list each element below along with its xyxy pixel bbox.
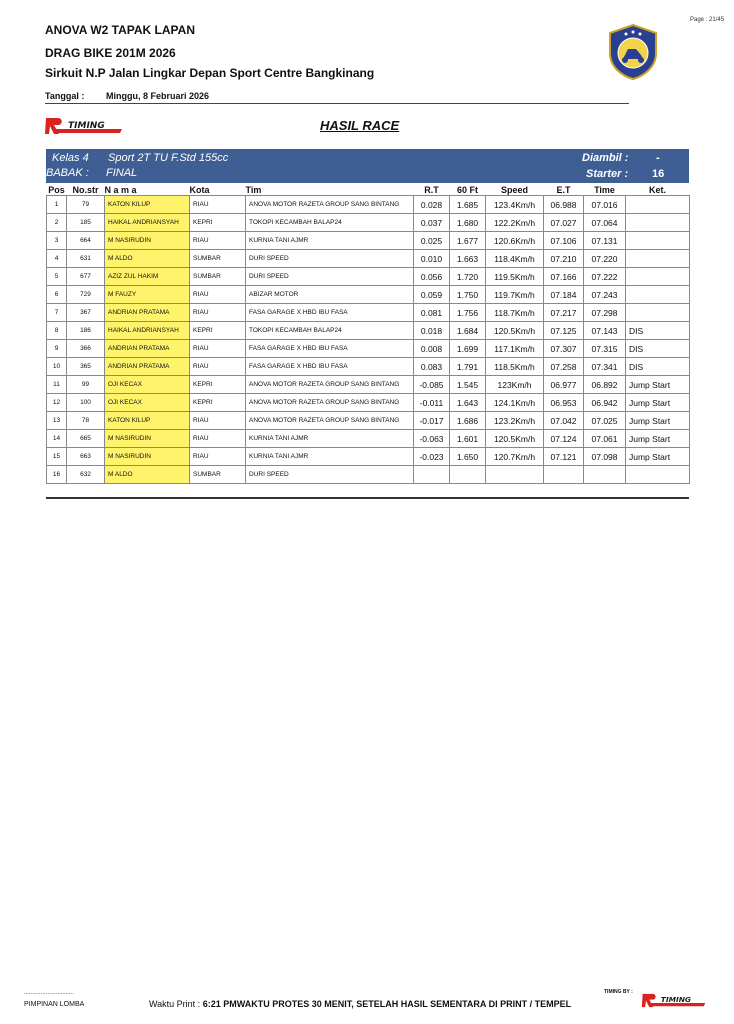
cell-rt: -0.017: [414, 412, 450, 430]
cell-et: [544, 466, 584, 484]
cell-speed: 123.4Km/h: [486, 196, 544, 214]
cell-tim: DURI SPEED: [246, 268, 414, 286]
table-row: [47, 358, 690, 376]
svg-text:TIMING: TIMING: [68, 121, 105, 131]
cell-60ft: 1.686: [450, 412, 486, 430]
cell-speed: 118.4Km/h: [486, 250, 544, 268]
cell-pos: 14: [47, 430, 67, 448]
cell-ket: DIS: [626, 322, 690, 340]
cell-nama: ANDRIAN PRATAMA: [105, 340, 190, 358]
cell-ket: [626, 304, 690, 322]
cell-et: 07.125: [544, 322, 584, 340]
cell-ket: Jump Start: [626, 430, 690, 448]
cell-60ft: 1.601: [450, 430, 486, 448]
cell-rt: 0.025: [414, 232, 450, 250]
cell-no: 664: [67, 232, 105, 250]
date-value: Minggu, 8 Februari 2026: [106, 91, 210, 101]
cell-kota: KEPRI: [190, 376, 246, 394]
cell-tim: TOKOPI KECAMBAH BALAP24: [246, 322, 414, 340]
cell-time: 07.220: [584, 250, 626, 268]
table-row: [47, 232, 690, 250]
cell-60ft: 1.643: [450, 394, 486, 412]
cell-no: 79: [67, 196, 105, 214]
cell-nama: OJI KECAX: [105, 376, 190, 394]
cell-kota: RIAU: [190, 196, 246, 214]
cell-tim: DURI SPEED: [246, 250, 414, 268]
page-number: Page : 21/45: [690, 17, 725, 23]
cell-time: 07.098: [584, 448, 626, 466]
table-header-row: [47, 184, 690, 196]
class-banner: [46, 149, 689, 183]
cell-tim: KURNIA TANI AJMR: [246, 232, 414, 250]
cell-kota: KEPRI: [190, 214, 246, 232]
footer-timing-logo-icon: [641, 992, 707, 1009]
cell-pos: 3: [47, 232, 67, 250]
cell-pos: 8: [47, 322, 67, 340]
class-name: Sport 2T TU F.Std 155cc: [108, 152, 229, 164]
print-info: [149, 999, 571, 1009]
cell-kota: RIAU: [190, 304, 246, 322]
cell-speed: 119.5Km/h: [486, 268, 544, 286]
cell-60ft: 1.791: [450, 358, 486, 376]
cell-60ft: 1.663: [450, 250, 486, 268]
cell-pos: 7: [47, 304, 67, 322]
cell-speed: 120.7Km/h: [486, 448, 544, 466]
cell-et: 06.988: [544, 196, 584, 214]
cell-time: 07.061: [584, 430, 626, 448]
table-row: [47, 448, 690, 466]
cell-rt: 0.018: [414, 322, 450, 340]
cell-rt: -0.023: [414, 448, 450, 466]
cell-et: 07.042: [544, 412, 584, 430]
report-title: HASIL RACE: [320, 118, 400, 133]
cell-time: 07.025: [584, 412, 626, 430]
cell-tim: KURNIA TANI AJMR: [246, 448, 414, 466]
cell-time: [584, 466, 626, 484]
cell-tim: FASA GARAGE X HBD IBU FASA: [246, 340, 414, 358]
table-row: [47, 250, 690, 268]
signature-line: ..............................: [24, 990, 75, 996]
cell-pos: 16: [47, 466, 67, 484]
cell-no: 365: [67, 358, 105, 376]
cell-speed: 120.6Km/h: [486, 232, 544, 250]
cell-time: 07.243: [584, 286, 626, 304]
cell-60ft: 1.720: [450, 268, 486, 286]
cell-kota: RIAU: [190, 412, 246, 430]
cell-time: 07.298: [584, 304, 626, 322]
cell-ket: DIS: [626, 358, 690, 376]
cell-60ft: 1.650: [450, 448, 486, 466]
cell-no: 78: [67, 412, 105, 430]
col-header-et: E.T: [556, 184, 571, 195]
cell-nama: AZIZ ZUL HAKIM: [105, 268, 190, 286]
cell-no: 99: [67, 376, 105, 394]
cell-no: 100: [67, 394, 105, 412]
cell-speed: 119.7Km/h: [486, 286, 544, 304]
table-row: [47, 214, 690, 232]
cell-rt: -0.085: [414, 376, 450, 394]
table-row: [47, 394, 690, 412]
cell-rt: 0.056: [414, 268, 450, 286]
cell-60ft: [450, 466, 486, 484]
cell-pos: 10: [47, 358, 67, 376]
col-header-nama: N a m a: [104, 184, 137, 195]
cell-nama: ANDRIAN PRATAMA: [105, 358, 190, 376]
cell-kota: RIAU: [190, 286, 246, 304]
header-divider: [45, 103, 629, 104]
cell-speed: 118.5Km/h: [486, 358, 544, 376]
cell-time: 06.892: [584, 376, 626, 394]
kelas-label: Kelas 4: [52, 152, 89, 164]
cell-no: 631: [67, 250, 105, 268]
table-row: [47, 430, 690, 448]
cell-ket: DIS: [626, 340, 690, 358]
cell-60ft: 1.699: [450, 340, 486, 358]
cell-speed: 122.2Km/h: [486, 214, 544, 232]
svg-text:TIMING: TIMING: [660, 995, 692, 1005]
cell-rt: 0.028: [414, 196, 450, 214]
table-row: [47, 322, 690, 340]
cell-ket: [626, 466, 690, 484]
diambil-value: -: [656, 152, 660, 164]
table-row: [47, 340, 690, 358]
print-label: Waktu Print :: [149, 999, 201, 1009]
babak-value: FINAL: [106, 167, 138, 179]
cell-pos: 6: [47, 286, 67, 304]
cell-time: 07.064: [584, 214, 626, 232]
date-label: Tanggal :: [45, 91, 85, 101]
cell-tim: FASA GARAGE X HBD IBU FASA: [246, 304, 414, 322]
cell-ket: Jump Start: [626, 394, 690, 412]
cell-rt: 0.059: [414, 286, 450, 304]
cell-speed: 124.1Km/h: [486, 394, 544, 412]
cell-rt: 0.081: [414, 304, 450, 322]
cell-pos: 13: [47, 412, 67, 430]
table-row: [47, 304, 690, 322]
cell-tim: ANOVA MOTOR RAZETA GROUP SANG BINTANG: [246, 196, 414, 214]
cell-et: 06.977: [544, 376, 584, 394]
cell-pos: 12: [47, 394, 67, 412]
cell-no: 665: [67, 430, 105, 448]
cell-no: 632: [67, 466, 105, 484]
cell-et: 07.258: [544, 358, 584, 376]
timing-logo-icon: [44, 116, 124, 136]
cell-60ft: 1.756: [450, 304, 486, 322]
table-row: [47, 466, 690, 484]
cell-kota: SUMBAR: [190, 250, 246, 268]
table-row: [47, 268, 690, 286]
table-row: [47, 412, 690, 430]
cell-pos: 2: [47, 214, 67, 232]
col-header-time: Time: [594, 184, 615, 195]
cell-pos: 11: [47, 376, 67, 394]
cell-et: 07.121: [544, 448, 584, 466]
cell-tim: DURI SPEED: [246, 466, 414, 484]
cell-pos: 4: [47, 250, 67, 268]
cell-no: 663: [67, 448, 105, 466]
cell-kota: SUMBAR: [190, 268, 246, 286]
cell-et: 07.027: [544, 214, 584, 232]
col-header-tim: Tim: [245, 184, 262, 195]
cell-nama: KATON KILUP: [105, 412, 190, 430]
cell-nama: KATON KILUP: [105, 196, 190, 214]
circuit-name: Sirkuit N.P Jalan Lingkar Depan Sport Centre Bangkinang: [45, 66, 375, 80]
col-header-60ft: 60 Ft: [456, 184, 478, 195]
cell-time: 07.143: [584, 322, 626, 340]
cell-tim: KURNIA TANI AJMR: [246, 430, 414, 448]
cell-tim: ANOVA MOTOR RAZETA GROUP SANG BINTANG: [246, 412, 414, 430]
cell-rt: 0.083: [414, 358, 450, 376]
table-row: [47, 286, 690, 304]
cell-rt: -0.063: [414, 430, 450, 448]
cell-no: 729: [67, 286, 105, 304]
cell-tim: TOKOPI KECAMBAH BALAP24: [246, 214, 414, 232]
cell-et: 07.307: [544, 340, 584, 358]
col-header-speed: Speed: [500, 184, 528, 195]
babak-label: BABAK :: [46, 167, 89, 179]
col-header-no: No.str: [72, 184, 99, 195]
table-row: [47, 376, 690, 394]
cell-nama: HAIKAL ANDRIANSYAH: [105, 214, 190, 232]
cell-et: 07.210: [544, 250, 584, 268]
cell-nama: M NASIRUDIN: [105, 430, 190, 448]
cell-kota: RIAU: [190, 358, 246, 376]
table-row: [47, 196, 690, 214]
results-body: [47, 196, 690, 484]
cell-nama: OJI KECAX: [105, 394, 190, 412]
cell-rt: 0.037: [414, 214, 450, 232]
col-header-rt: R.T: [424, 184, 439, 195]
cell-ket: Jump Start: [626, 376, 690, 394]
cell-rt: [414, 466, 450, 484]
cell-time: 07.315: [584, 340, 626, 358]
cell-no: 677: [67, 268, 105, 286]
cell-et: 07.166: [544, 268, 584, 286]
starter-value: 16: [652, 168, 665, 180]
cell-kota: RIAU: [190, 340, 246, 358]
col-header-ket: Ket.: [648, 184, 666, 195]
cell-ket: [626, 214, 690, 232]
cell-tim: ANOVA MOTOR RAZETA GROUP SANG BINTANG: [246, 394, 414, 412]
cell-ket: [626, 250, 690, 268]
cell-60ft: 1.684: [450, 322, 486, 340]
starter-label: Starter :: [586, 168, 629, 180]
cell-speed: 117.1Km/h: [486, 340, 544, 358]
cell-60ft: 1.677: [450, 232, 486, 250]
cell-time: 07.016: [584, 196, 626, 214]
cell-pos: 5: [47, 268, 67, 286]
cell-speed: 120.5Km/h: [486, 322, 544, 340]
cell-no: 366: [67, 340, 105, 358]
cell-ket: [626, 232, 690, 250]
col-header-pos: Pos: [48, 184, 65, 195]
signature-label: PIMPINAN LOMBA: [24, 1001, 85, 1008]
cell-kota: RIAU: [190, 448, 246, 466]
cell-nama: M ALDO: [105, 466, 190, 484]
timing-by-label: TIMING BY :: [604, 989, 633, 995]
cell-kota: SUMBAR: [190, 466, 246, 484]
cell-60ft: 1.750: [450, 286, 486, 304]
cell-et: 07.217: [544, 304, 584, 322]
cell-nama: M FAUZY: [105, 286, 190, 304]
cell-kota: KEPRI: [190, 394, 246, 412]
cell-tim: FASA GARAGE X HBD IBU FASA: [246, 358, 414, 376]
cell-ket: [626, 286, 690, 304]
cell-et: 07.106: [544, 232, 584, 250]
cell-time: 07.131: [584, 232, 626, 250]
col-header-kota: Kota: [189, 184, 210, 195]
cell-et: 07.124: [544, 430, 584, 448]
cell-60ft: 1.545: [450, 376, 486, 394]
event-subtitle: DRAG BIKE 201M 2026: [45, 46, 176, 60]
imi-emblem-icon: [606, 23, 660, 81]
cell-speed: 120.5Km/h: [486, 430, 544, 448]
cell-nama: M NASIRUDIN: [105, 232, 190, 250]
cell-time: 07.222: [584, 268, 626, 286]
cell-pos: 9: [47, 340, 67, 358]
cell-no: 367: [67, 304, 105, 322]
cell-ket: [626, 268, 690, 286]
cell-nama: M ALDO: [105, 250, 190, 268]
cell-time: 06.942: [584, 394, 626, 412]
cell-speed: 123.2Km/h: [486, 412, 544, 430]
cell-kota: RIAU: [190, 232, 246, 250]
cell-kota: RIAU: [190, 430, 246, 448]
print-value: 6:21 PMWAKTU PROTES 30 MENIT, SETELAH HASIL SEMENTARA DI PRINT / TEMPEL: [202, 999, 572, 1009]
cell-60ft: 1.685: [450, 196, 486, 214]
cell-no: 186: [67, 322, 105, 340]
cell-nama: M NASIRUDIN: [105, 448, 190, 466]
cell-nama: ANDRIAN PRATAMA: [105, 304, 190, 322]
event-title: ANOVA W2 TAPAK LAPAN: [45, 23, 195, 37]
cell-et: 06.953: [544, 394, 584, 412]
results-table: [46, 184, 690, 484]
cell-pos: 15: [47, 448, 67, 466]
cell-rt: 0.008: [414, 340, 450, 358]
cell-ket: Jump Start: [626, 412, 690, 430]
cell-pos: 1: [47, 196, 67, 214]
cell-speed: [486, 466, 544, 484]
cell-tim: ANOVA MOTOR RAZETA GROUP SANG BINTANG: [246, 376, 414, 394]
table-bottom-rule: [46, 497, 689, 499]
cell-et: 07.184: [544, 286, 584, 304]
diambil-label: Diambil :: [582, 152, 629, 164]
cell-speed: 118.7Km/h: [486, 304, 544, 322]
cell-nama: HAIKAL ANDRIANSYAH: [105, 322, 190, 340]
cell-speed: 123Km/h: [486, 376, 544, 394]
cell-time: 07.341: [584, 358, 626, 376]
cell-no: 185: [67, 214, 105, 232]
cell-rt: 0.010: [414, 250, 450, 268]
cell-ket: [626, 196, 690, 214]
cell-rt: -0.011: [414, 394, 450, 412]
cell-60ft: 1.680: [450, 214, 486, 232]
cell-kota: KEPRI: [190, 322, 246, 340]
cell-tim: ABIZAR MOTOR: [246, 286, 414, 304]
cell-ket: Jump Start: [626, 448, 690, 466]
